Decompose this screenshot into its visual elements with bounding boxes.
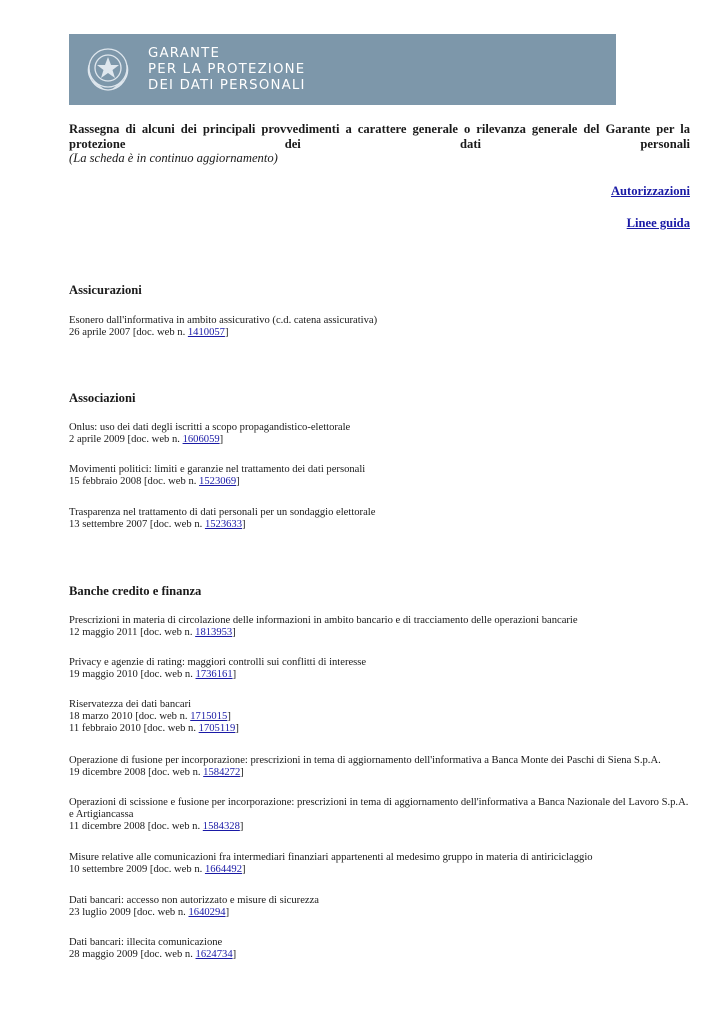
entry-date: 23 luglio 2009	[69, 907, 131, 919]
entry-date: 10 settembre 2009	[69, 864, 148, 876]
section-heading: Assicurazioni	[69, 283, 142, 297]
page-subtitle: (La scheda è in continuo aggiornamento)	[69, 151, 278, 165]
provvedimento-entry	[69, 797, 689, 834]
doc-prefix: [doc. web n.	[137, 949, 196, 961]
autorizzazioni-link[interactable]: Autorizzazioni	[610, 184, 690, 198]
provvedimento-entry	[69, 937, 689, 961]
doc-web-link[interactable]: 1736161	[195, 669, 233, 681]
provvedimento-entry	[69, 464, 689, 488]
doc-prefix: [doc. web n.	[140, 723, 199, 735]
logo-line-3: DEI DATI PERSONALI	[148, 78, 306, 93]
entry-reference	[69, 327, 689, 339]
doc-suffix: ]	[219, 434, 224, 446]
provvedimento-entry	[69, 657, 689, 681]
entry-title: Operazioni di scissione e fusione per incorporazione: prescrizioni in tema di aggiornamento dell'informativa a Banca Nazionale del Lavoro S.p.A. e Artigiancassa	[69, 797, 689, 821]
entry-title: Movimenti politici: limiti e garanzie nel trattamento dei dati personali	[69, 464, 366, 475]
doc-web-link[interactable]: 1705119	[198, 723, 236, 735]
doc-web-link[interactable]: 1523069	[199, 476, 237, 488]
entry-reference	[69, 434, 689, 446]
entry-date: 15 febbraio 2008	[69, 476, 142, 488]
entry-title: Riservatezza dei dati bancari	[69, 699, 192, 710]
entry-reference	[69, 864, 689, 876]
doc-suffix: ]	[235, 723, 239, 735]
entry-reference	[69, 711, 689, 723]
entry-date: 13 settembre 2007	[69, 519, 148, 531]
doc-suffix: ]	[225, 907, 230, 919]
entry-date: 28 maggio 2009	[69, 949, 138, 961]
doc-suffix: ]	[242, 519, 246, 531]
doc-prefix: [doc. web n.	[141, 476, 200, 488]
page-title: Rassegna di alcuni dei principali provvedimenti a carattere generale o rilevanza generale del Garante per la protezione dei dati personali	[69, 122, 690, 151]
doc-prefix: [doc. web n.	[147, 864, 205, 876]
entry-reference	[69, 519, 689, 531]
entry-title: Trasparenza nel trattamento di dati personali per un sondaggio elettorale	[69, 507, 376, 518]
entry-reference	[69, 767, 689, 779]
doc-web-link[interactable]: 1584272	[203, 767, 241, 779]
doc-suffix: ]	[240, 767, 244, 779]
doc-web-link[interactable]: 1624734	[195, 949, 233, 961]
doc-suffix: ]	[239, 821, 244, 833]
entry-reference	[69, 627, 689, 639]
entry-title: Prescrizioni in materia di circolazione delle informazioni in ambito bancario e di tracciamento delle operazioni bancarie	[69, 615, 578, 626]
entry-reference	[69, 476, 689, 488]
entry-reference	[69, 669, 689, 681]
entry-reference	[69, 821, 689, 833]
intro	[69, 122, 690, 166]
entry-date: 11 dicembre 2008	[69, 821, 146, 833]
header-banner	[69, 34, 616, 105]
entry-title: Esonero dall'informativa in ambito assicurativo (c.d. catena assicurativa)	[69, 315, 378, 326]
doc-prefix: [doc. web n.	[130, 907, 189, 919]
entry-title: Misure relative alle comunicazioni fra intermediari finanziari appartenenti al medesimo gruppo in materia di antiriciclaggio	[69, 852, 593, 863]
doc-suffix: ]	[224, 327, 229, 339]
doc-prefix: [doc. web n.	[132, 711, 191, 723]
doc-web-link[interactable]: 1664492	[204, 864, 243, 876]
section-heading: Associazioni	[69, 391, 136, 405]
doc-web-link[interactable]: 1715015	[190, 711, 228, 723]
provvedimento-entry	[69, 852, 689, 876]
entry-date: 2 aprile 2009	[69, 434, 125, 446]
logo-line-2: PER LA PROTEZIONE	[148, 62, 306, 77]
doc-suffix: ]	[232, 627, 236, 639]
provvedimento-entry	[69, 507, 689, 531]
doc-web-link[interactable]: 1523633	[204, 519, 243, 531]
provvedimento-entry	[69, 699, 689, 736]
doc-web-link[interactable]: 1584328	[202, 821, 240, 833]
entry-date: 11 febbraio 2010	[69, 723, 141, 735]
section-heading: Banche credito e finanza	[69, 584, 202, 598]
entry-title: Onlus: uso dei dati degli iscritti a scopo propagandistico-elettorale	[69, 422, 351, 433]
entry-title: Dati bancari: illecita comunicazione	[69, 937, 223, 948]
logo-line-1: GARANTE	[148, 46, 221, 61]
doc-prefix: [doc. web n.	[130, 327, 188, 339]
entry-date: 19 dicembre 2008	[69, 767, 146, 779]
doc-prefix: [doc. web n.	[147, 519, 205, 531]
doc-suffix: ]	[236, 476, 240, 488]
doc-web-link[interactable]: 1640294	[188, 907, 226, 919]
provvedimento-entry	[69, 755, 689, 779]
entry-title: Dati bancari: accesso non autorizzato e misure di sicurezza	[69, 895, 320, 906]
doc-web-link[interactable]: 1606059	[182, 434, 220, 446]
linee-guida-link[interactable]: Linee guida	[626, 216, 690, 230]
entry-title: Operazione di fusione per incorporazione: prescrizioni in tema di aggiornamento dell'informativa a Banca Monte dei Paschi di Siena S.p.A.	[69, 755, 661, 766]
entry-reference	[69, 723, 689, 735]
provvedimento-entry	[69, 422, 689, 446]
provvedimento-entry	[69, 895, 689, 919]
entry-reference	[69, 949, 689, 961]
doc-suffix: ]	[227, 711, 231, 723]
entry-title: Privacy e agenzie di rating: maggiori controlli sui conflitti di interesse	[69, 657, 367, 668]
doc-prefix: [doc. web n.	[145, 767, 204, 779]
entry-date: 19 maggio 2010	[69, 669, 138, 681]
entry-date: 18 marzo 2010	[69, 711, 133, 723]
doc-prefix: [doc. web n.	[137, 627, 196, 639]
provvedimento-entry	[69, 615, 689, 639]
entry-date: 26 aprile 2007	[69, 327, 131, 339]
doc-web-link[interactable]: 1410057	[187, 327, 225, 339]
doc-prefix: [doc. web n.	[124, 434, 183, 446]
doc-prefix: [doc. web n.	[137, 669, 196, 681]
doc-web-link[interactable]: 1813953	[195, 627, 233, 639]
doc-suffix: ]	[232, 949, 237, 961]
doc-suffix: ]	[232, 669, 237, 681]
garante-logo-text	[148, 46, 306, 94]
doc-prefix: [doc. web n.	[145, 821, 203, 833]
entry-date: 12 maggio 2011	[69, 627, 138, 639]
provvedimento-entry	[69, 315, 689, 339]
republic-emblem-icon	[81, 43, 135, 97]
entry-reference	[69, 907, 689, 919]
doc-suffix: ]	[242, 864, 246, 876]
